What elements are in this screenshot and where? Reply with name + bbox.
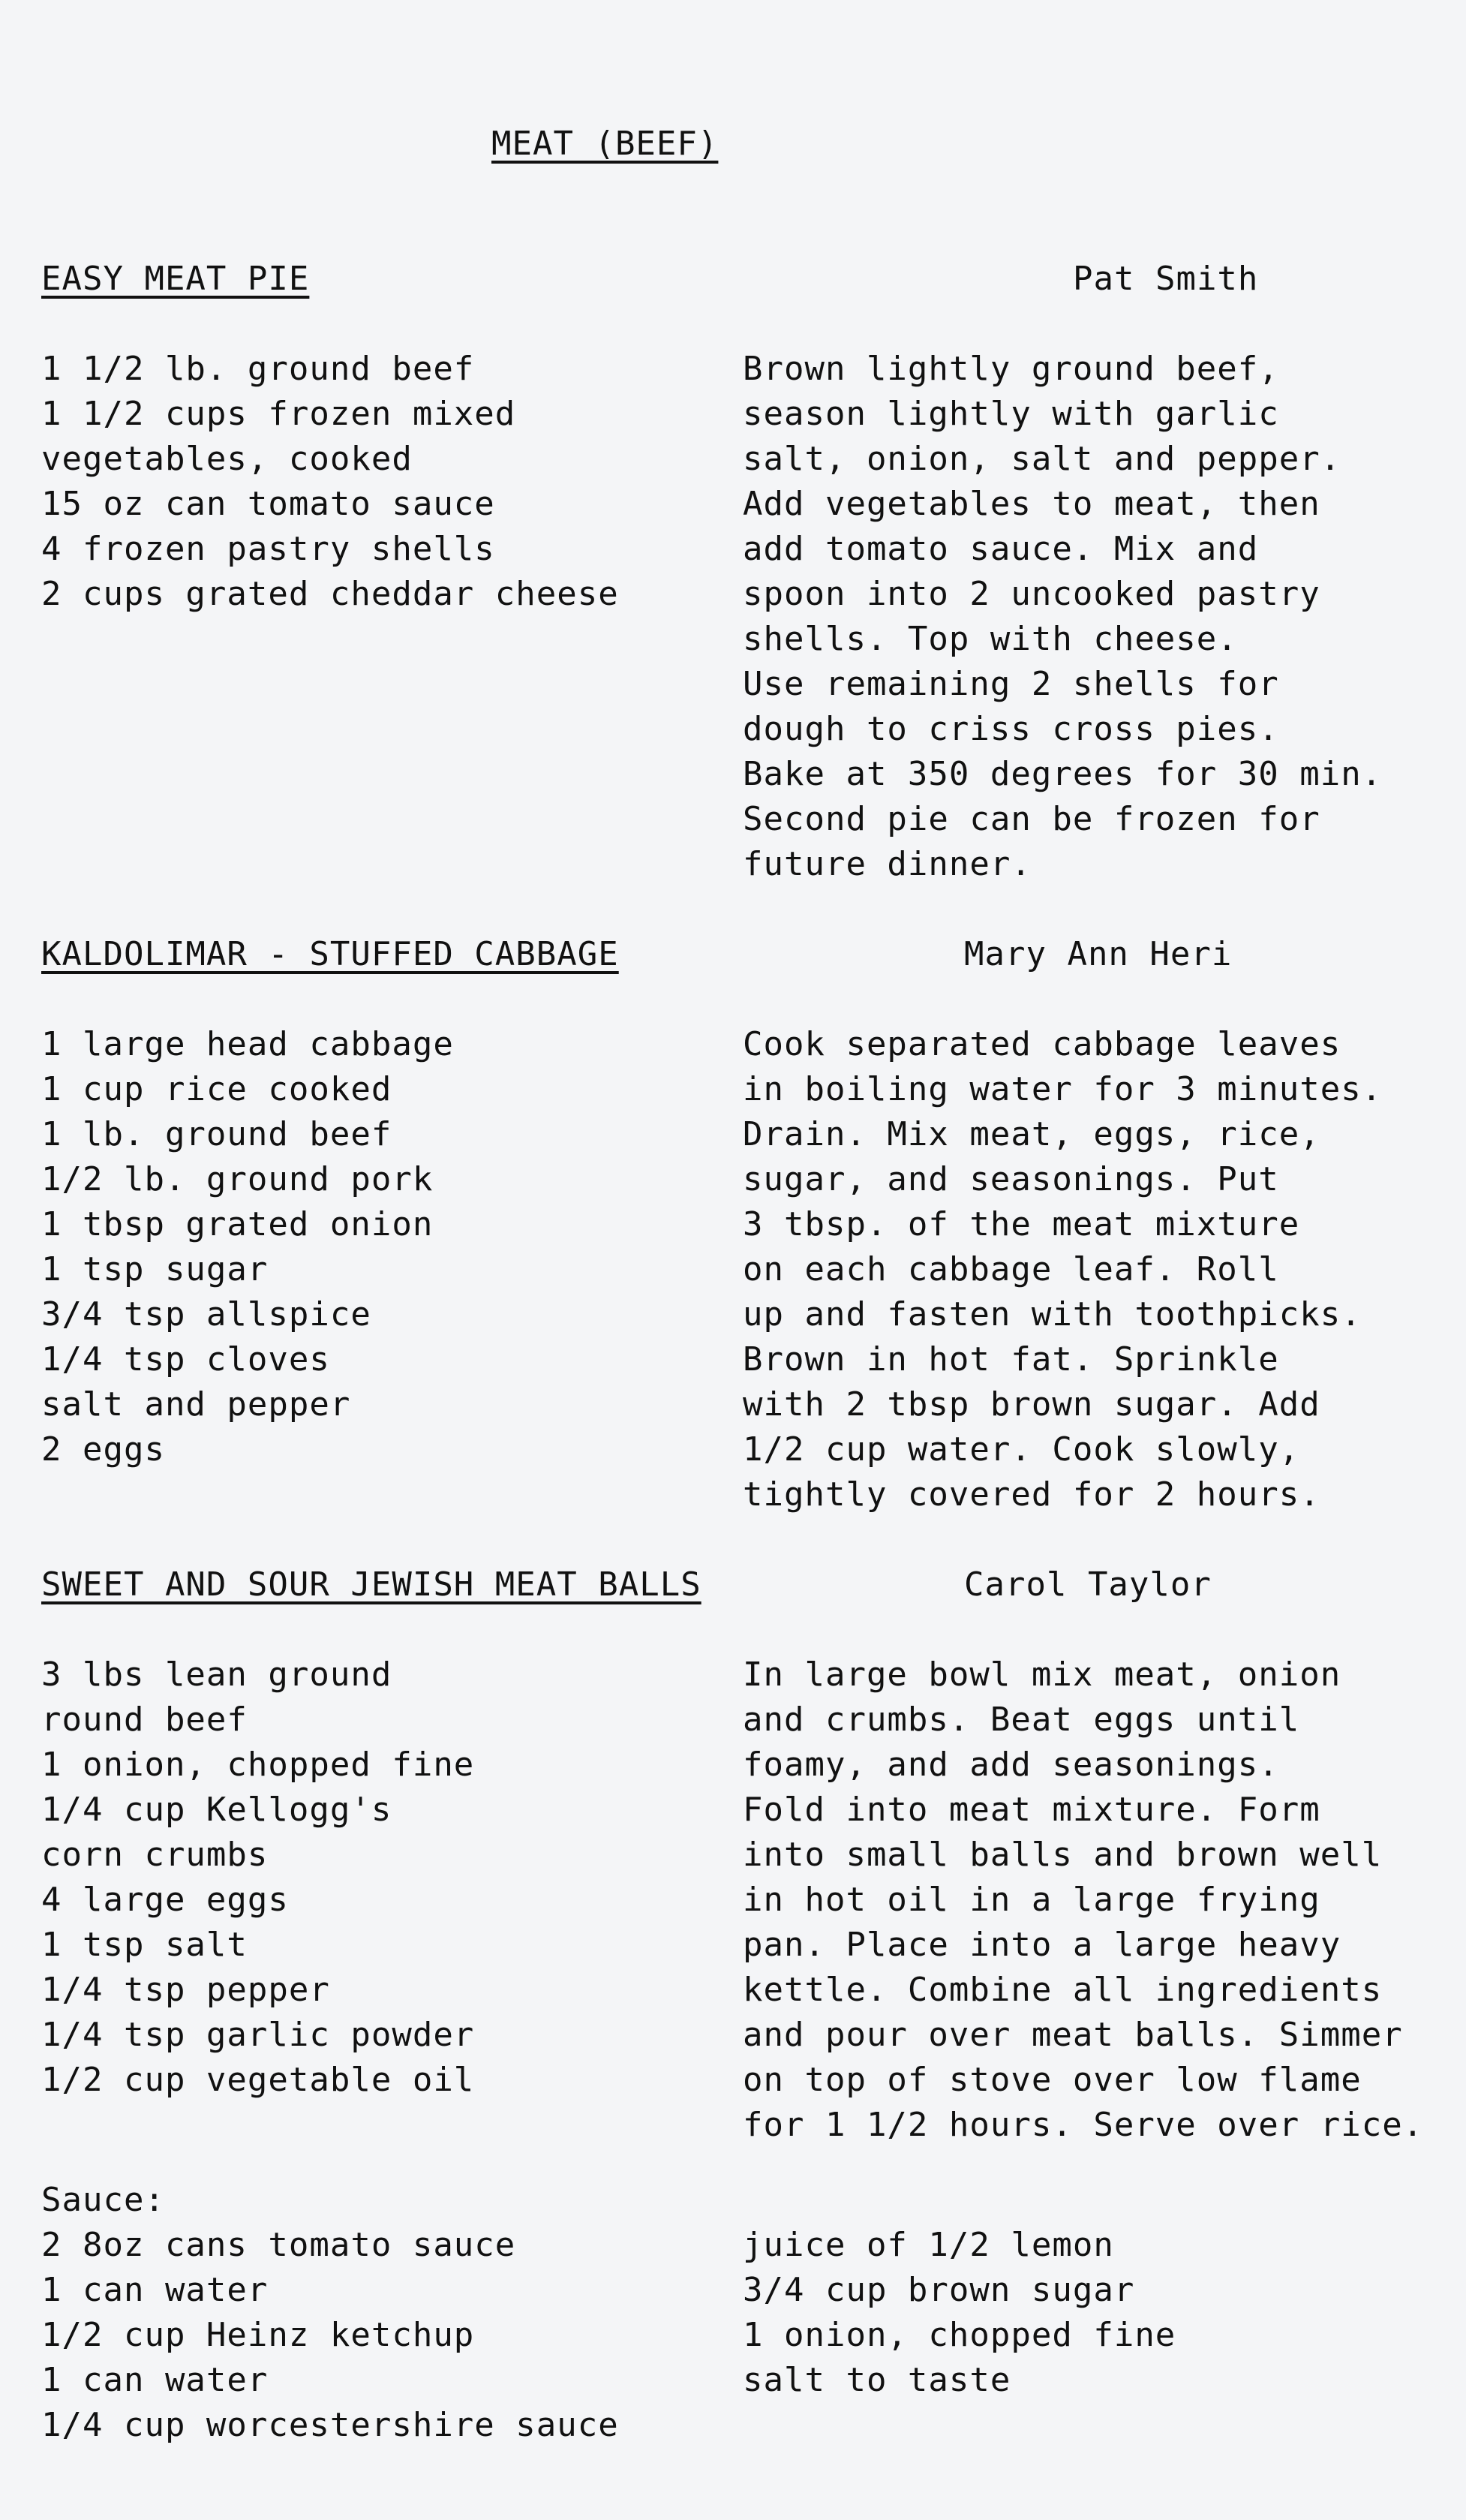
direction-line: for 1 1/2 hours. Serve over rice.: [743, 2106, 1424, 2144]
ingredient-item: 2 eggs: [41, 1430, 165, 1469]
direction-line: Cook separated cabbage leaves: [743, 1025, 1341, 1063]
direction-line: 1/2 cup water. Cook slowly,: [743, 1430, 1300, 1469]
ingredient-item: 1/2 cup Heinz ketchup: [41, 2316, 475, 2354]
direction-line: into small balls and brown well: [743, 1836, 1383, 1874]
recipe-author: Carol Taylor: [964, 1565, 1212, 1604]
direction-line: season lightly with garlic: [743, 395, 1279, 433]
ingredient-item: 1 large head cabbage: [41, 1025, 454, 1063]
ingredient-item: 1/2 cup vegetable oil: [41, 2061, 475, 2099]
ingredient-item: round beef: [41, 1701, 248, 1739]
direction-line: Add vegetables to meat, then: [743, 485, 1320, 523]
direction-line: future dinner.: [743, 845, 1032, 883]
direction-line: on top of stove over low flame: [743, 2061, 1362, 2099]
direction-line: Bake at 350 degrees for 30 min.: [743, 755, 1383, 793]
direction-line: and pour over meat balls. Simmer: [743, 2016, 1403, 2054]
direction-line: shells. Top with cheese.: [743, 620, 1238, 658]
direction-line: Fold into meat mixture. Form: [743, 1791, 1320, 1829]
recipe-author: Mary Ann Heri: [964, 935, 1233, 973]
recipe-title: EASY MEAT PIE: [41, 260, 310, 298]
ingredient-item: 1 cup rice cooked: [41, 1070, 392, 1108]
ingredient-item: 1 can water: [41, 2271, 269, 2309]
ingredient-item: 15 oz can tomato sauce: [41, 485, 495, 523]
ingredient-item: 2 cups grated cheddar cheese: [41, 575, 619, 613]
direction-line: with 2 tbsp brown sugar. Add: [743, 1385, 1320, 1424]
sauce-label: Sauce:: [41, 2181, 165, 2219]
direction-line: foamy, and add seasonings.: [743, 1746, 1279, 1784]
direction-line: Drain. Mix meat, eggs, rice,: [743, 1115, 1320, 1153]
direction-line: up and fasten with toothpicks.: [743, 1295, 1362, 1334]
direction-line: tightly covered for 2 hours.: [743, 1475, 1320, 1514]
ingredient-item: 1 onion, chopped fine: [743, 2316, 1176, 2354]
direction-line: spoon into 2 uncooked pastry: [743, 575, 1320, 613]
ingredient-item: 1 lb. ground beef: [41, 1115, 392, 1153]
ingredient-item: 3/4 cup brown sugar: [743, 2271, 1135, 2309]
direction-line: in boiling water for 3 minutes.: [743, 1070, 1383, 1108]
direction-line: kettle. Combine all ingredients: [743, 1971, 1383, 2009]
directions-text: [743, 1022, 1382, 1517]
direction-line: 3 tbsp. of the meat mixture: [743, 1205, 1300, 1243]
directions-text: [743, 347, 1382, 887]
direction-line: in hot oil in a large frying: [743, 1881, 1320, 1919]
recipe-author: Pat Smith: [1073, 260, 1259, 298]
direction-line: sugar, and seasonings. Put: [743, 1160, 1279, 1198]
sauce-ingredients-continued: [743, 2223, 1176, 2403]
ingredient-item: 1 1/2 lb. ground beef: [41, 350, 475, 388]
direction-line: Brown in hot fat. Sprinkle: [743, 1340, 1279, 1379]
ingredient-item: 4 frozen pastry shells: [41, 530, 495, 568]
ingredient-item: 1 onion, chopped fine: [41, 1746, 475, 1784]
sauce-ingredients: [41, 2223, 619, 2448]
ingredient-item: juice of 1/2 lemon: [743, 2226, 1114, 2264]
ingredient-item: 1/4 tsp garlic powder: [41, 2016, 475, 2054]
recipe-title: SWEET AND SOUR JEWISH MEAT BALLS: [41, 1565, 701, 1604]
ingredient-item: 4 large eggs: [41, 1881, 289, 1919]
ingredient-item: corn crumbs: [41, 1836, 269, 1874]
ingredient-item: 1/2 lb. ground pork: [41, 1160, 434, 1198]
ingredient-item: vegetables, cooked: [41, 440, 413, 478]
ingredient-item: 2 8oz cans tomato sauce: [41, 2226, 516, 2264]
ingredient-list: [41, 1652, 474, 2103]
direction-line: In large bowl mix meat, onion: [743, 1655, 1341, 1694]
ingredient-item: 1 tbsp grated onion: [41, 1205, 434, 1243]
direction-line: dough to criss cross pies.: [743, 710, 1279, 748]
ingredient-item: 1 tsp sugar: [41, 1250, 269, 1289]
recipe-title: KALDOLIMAR - STUFFED CABBAGE: [41, 935, 619, 973]
ingredient-item: 1 can water: [41, 2361, 269, 2399]
ingredient-item: 3/4 tsp allspice: [41, 1295, 371, 1334]
ingredient-item: salt and pepper: [41, 1385, 351, 1424]
directions-text: [743, 1652, 1423, 2148]
ingredient-item: 1/4 cup worcestershire sauce: [41, 2406, 619, 2444]
ingredient-item: 1/4 cup Kellogg's: [41, 1791, 392, 1829]
direction-line: add tomato sauce. Mix and: [743, 530, 1259, 568]
direction-line: Second pie can be frozen for: [743, 800, 1320, 838]
ingredient-item: 3 lbs lean ground: [41, 1655, 392, 1694]
direction-line: Use remaining 2 shells for: [743, 665, 1279, 703]
direction-line: Brown lightly ground beef,: [743, 350, 1279, 388]
ingredient-list: [41, 1022, 454, 1472]
ingredient-item: 1 tsp salt: [41, 1926, 248, 1964]
ingredient-item: 1/4 tsp cloves: [41, 1340, 330, 1379]
ingredient-list: [41, 347, 619, 617]
direction-line: pan. Place into a large heavy: [743, 1926, 1341, 1964]
ingredient-item: 1 1/2 cups frozen mixed: [41, 395, 516, 433]
direction-line: on each cabbage leaf. Roll: [743, 1250, 1279, 1289]
ingredient-item: salt to taste: [743, 2361, 1011, 2399]
ingredient-item: 1/4 tsp pepper: [41, 1971, 330, 2009]
direction-line: salt, onion, salt and pepper.: [743, 440, 1341, 478]
direction-line: and crumbs. Beat eggs until: [743, 1701, 1300, 1739]
page-title: MEAT (BEEF): [491, 125, 719, 163]
